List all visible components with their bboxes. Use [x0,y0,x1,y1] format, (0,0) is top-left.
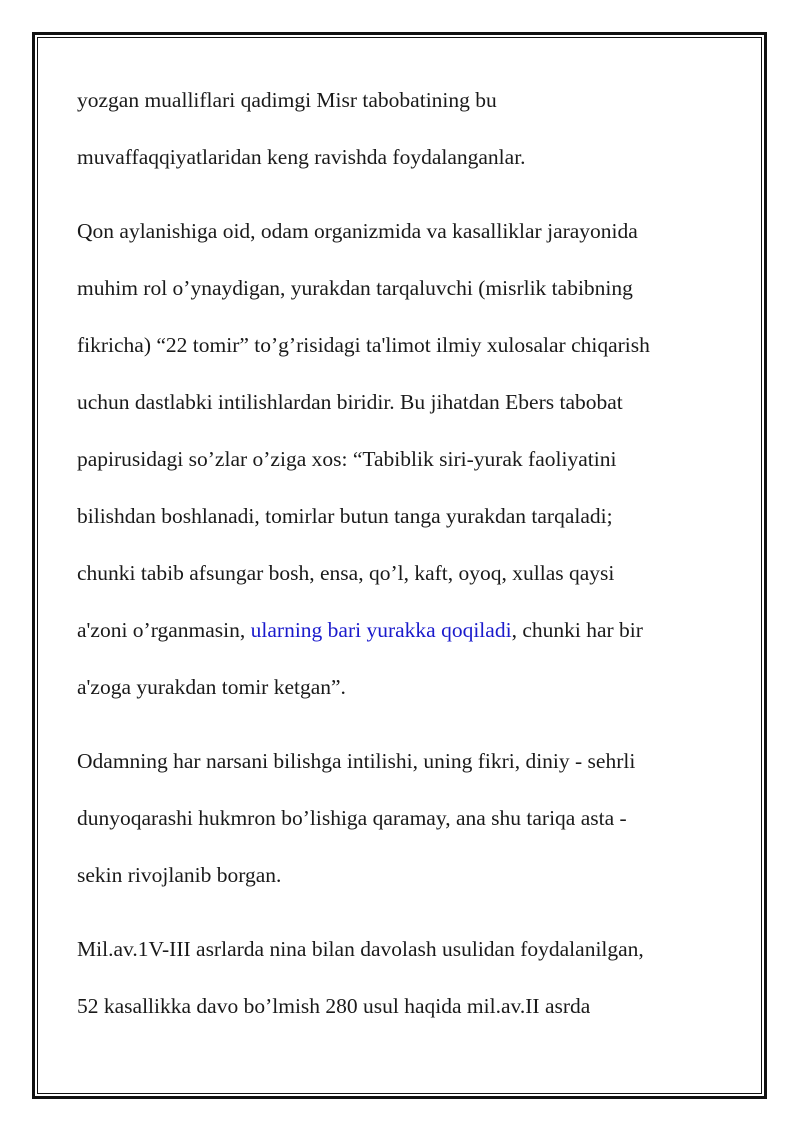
text-line: Qon aylanishiga oid, odam organizmida va kasalliklar jarayonida [77,219,638,243]
text-line: Mil.av.1V-III asrlarda nina bilan davolash usulidan foydalanilgan, [77,937,644,961]
paragraph-4 [77,921,737,1035]
paragraph-gap [77,186,737,203]
text-line-with-link [77,602,737,659]
text-after-link: , chunki har bir [511,618,643,642]
paragraph-gap [77,716,737,733]
document-body [77,72,737,1035]
text-line: a'zoga yurakdan tomir ketgan”. [77,675,346,699]
hyperlink[interactable]: ularning bari yurakka qoqiladi [250,618,512,642]
text-line: 52 kasallikka davo bo’lmish 280 usul haqida mil.av.II asrda [77,994,591,1018]
text-line: uchun dastlabki intilishlardan biridir. Bu jihatdan Ebers tabobat [77,390,623,414]
text-line: bilishdan boshlanadi, tomirlar butun tanga yurakdan tarqaladi; [77,504,613,528]
paragraph-2 [77,203,737,716]
text-line: muhim rol o’ynaydigan, yurakdan tarqaluvchi (misrlik tabibning [77,276,633,300]
text-line: dunyoqarashi hukmron bo’lishiga qaramay, ana shu tariqa asta - [77,806,627,830]
paragraph-3 [77,733,737,904]
text-line: Odamning har narsani bilishga intilishi, uning fikri, diniy - sehrli [77,749,636,773]
text-line: fikricha) “22 tomir” to’g’risidagi ta'limot ilmiy xulosalar chiqarish [77,333,650,357]
text-line: chunki tabib afsungar bosh, ensa, qo’l, kaft, oyoq, xullas qaysi [77,561,615,585]
text-line: papirusidagi so’zlar o’ziga xos: “Tabiblik siri-yurak faoliyatini [77,447,617,471]
paragraph-gap [77,904,737,921]
text-line: sekin rivojlanib borgan. [77,863,282,887]
paragraph-1 [77,72,737,186]
text-line: yozgan mualliflari qadimgi Misr tabobatining bu [77,88,497,112]
text-before-link: a'zoni o’rganmasin, [77,618,251,642]
text-line: muvaffaqqiyatlaridan keng ravishda foydalanganlar. [77,145,526,169]
